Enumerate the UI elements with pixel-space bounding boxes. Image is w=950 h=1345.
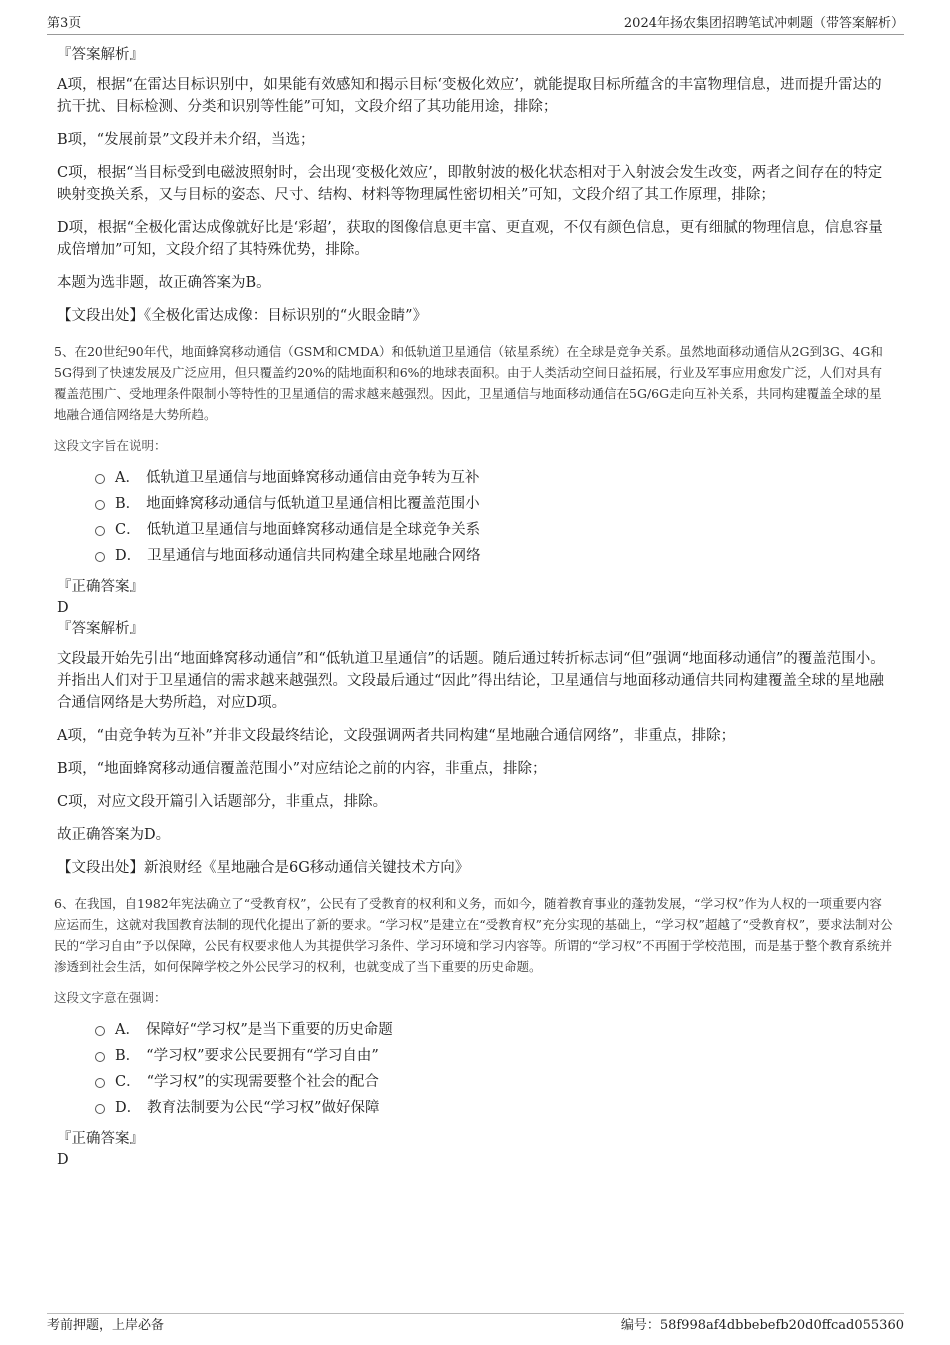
source-citation: 【文段出处】《全极化雷达成像：目标识别的“火眼金睛”》 (57, 308, 428, 324)
explanation-paragraph: A项，“由竞争转为互补”并非文段最终结论，文段强调两者共同构建“星地融合通信网络”，非重点，排除； (57, 728, 736, 744)
explanation-label: 『答案解析』 (57, 621, 144, 637)
radio-button[interactable] (95, 1026, 105, 1036)
explanation-paragraph: B项，“地面蜂窝移动通信覆盖范围小”对应结论之前的内容，非重点，排除； (57, 761, 547, 777)
radio-button[interactable] (95, 526, 105, 536)
explanation-paragraph: C项，对应文段开篇引入话题部分，非重点，排除。 (57, 794, 388, 810)
page-content (54, 44, 895, 1170)
question-5-options (95, 465, 895, 569)
option-d[interactable]: D． 卫星通信与地面移动通信共同构建全球星地融合网络 (95, 543, 895, 569)
page-header (47, 14, 904, 35)
correct-answer-label: 『正确答案』 (57, 1131, 144, 1147)
option-c[interactable]: C． “学习权”的实现需要整个社会的配合 (95, 1069, 895, 1095)
question-5-text: 5、在20世纪90年代，地面蜂窝移动通信（GSM和CMDA）和低轨道卫星通信（铱星系统）在全球是竞争关系。虽然地面移动通信从2G到3G、4G和5G得到了快速发展及广泛应用，但只覆盖约20%的陆地面积和6%的地球表面积。由于人类活动空间日益拓展，行业及军事应用愈发广泛，人们对具有覆盖范围广、受地理条件限制小等特性的卫星通信的需求越来越强烈。因此，卫星通信与地面移动通信在5G/6G走向互补关系，共同构建覆盖全球的星地融合通信网络是大势所趋。 (54, 344, 883, 422)
explanation-conclusion: 本题为选非题，故正确答案为B。 (57, 275, 271, 291)
option-b[interactable]: B． 地面蜂窝移动通信与低轨道卫星通信相比覆盖范围小 (95, 491, 895, 517)
explanation-paragraph: B项，“发展前景”文段并未介绍，当选； (57, 132, 315, 148)
correct-answer-label: 『正确答案』 (57, 579, 144, 595)
radio-button[interactable] (95, 1104, 105, 1114)
document-title: 2024年扬农集团招聘笔试冲刺题（带答案解析） (623, 16, 904, 31)
radio-button[interactable] (95, 552, 105, 562)
radio-button[interactable] (95, 1052, 105, 1062)
radio-button[interactable] (95, 1078, 105, 1088)
correct-answer: D (57, 600, 69, 616)
option-b[interactable]: B． “学习权”要求公民要拥有“学习自由” (95, 1043, 895, 1069)
radio-button[interactable] (95, 474, 105, 484)
document-code: 编号：58f998af4dbbebefb20d0ffcad055360 (620, 1318, 904, 1333)
option-a[interactable]: A． 低轨道卫星通信与地面蜂窝移动通信由竞争转为互补 (95, 465, 895, 491)
explanation-label: 『答案解析』 (57, 47, 144, 63)
explanation-paragraph: 文段最开始先引出“地面蜂窝移动通信”和“低轨道卫星通信”的话题。随后通过转折标志词“但”强调“地面移动通信”的覆盖范围小。并指出人们对于卫星通信的需求越来越强烈。文段最后通过“因此”得出结论，卫星通信与地面移动通信共同构建覆盖全球的星地融合通信网络是大势所趋，对应D项。 (57, 651, 885, 711)
footer-slogan: 考前押题，上岸必备 (47, 1318, 165, 1333)
source-citation: 【文段出处】新浪财经《星地融合是6G移动通信关键技术方向》 (57, 860, 470, 876)
explanation-conclusion: 故正确答案为D。 (57, 827, 171, 843)
explanation-paragraph: A项，根据“在雷达目标识别中，如果能有效感知和揭示目标‘变极化效应’，就能提取目标所蕴含的丰富物理信息，进而提升雷达的抗干扰、目标检测、分类和识别等性能”可知，文段介绍了其功能用途，排除； (57, 77, 882, 115)
correct-answer: D (57, 1152, 69, 1168)
question-6-options (95, 1017, 895, 1121)
question-5-prompt: 这段文字旨在说明： (54, 438, 167, 453)
option-d[interactable]: D． 教育法制要为公民“学习权”做好保障 (95, 1095, 895, 1121)
explanation-paragraph: C项，根据“当目标受到电磁波照射时，会出现‘变极化效应’，即散射波的极化状态相对于入射波会发生改变，两者之间存在的特定映射变换关系，又与目标的姿态、尺寸、结构、材料等物理属性密切相关”可知，文段介绍了其工作原理，排除； (57, 165, 883, 203)
page-footer (47, 1313, 904, 1334)
radio-button[interactable] (95, 500, 105, 510)
page-number: 第3页 (47, 16, 82, 31)
option-a[interactable]: A． 保障好“学习权”是当下重要的历史命题 (95, 1017, 895, 1043)
question-6-prompt: 这段文字意在强调： (54, 990, 167, 1005)
question-6-text: 6、在我国，自1982年宪法确立了“受教育权”，公民有了受教育的权利和义务，而如今，随着教育事业的蓬勃发展，“学习权”作为人权的一项重要内容应运而生，这就对我国教育法制的现代化提出了新的要求。“学习权”是建立在“受教育权”充分实现的基础上，“学习权”超越了“受教育权”，要求法制对公民的“学习自由”予以保障，公民有权要求他人为其提供学习条件、学习环境和学习内容等。所谓的“学习权”不再囿于学校范围，而是基于整个教育系统并渗透到社会生活，如何保障学校之外公民学习的权利，也就变成了当下重要的历史命题。 (54, 896, 893, 974)
option-c[interactable]: C． 低轨道卫星通信与地面蜂窝移动通信是全球竞争关系 (95, 517, 895, 543)
explanation-paragraph: D项，根据“全极化雷达成像就好比是‘彩超’，获取的图像信息更丰富、更直观，不仅有颜色信息，更有细腻的物理信息，信息容量成倍增加”可知，文段介绍了其特殊优势，排除。 (57, 220, 883, 258)
